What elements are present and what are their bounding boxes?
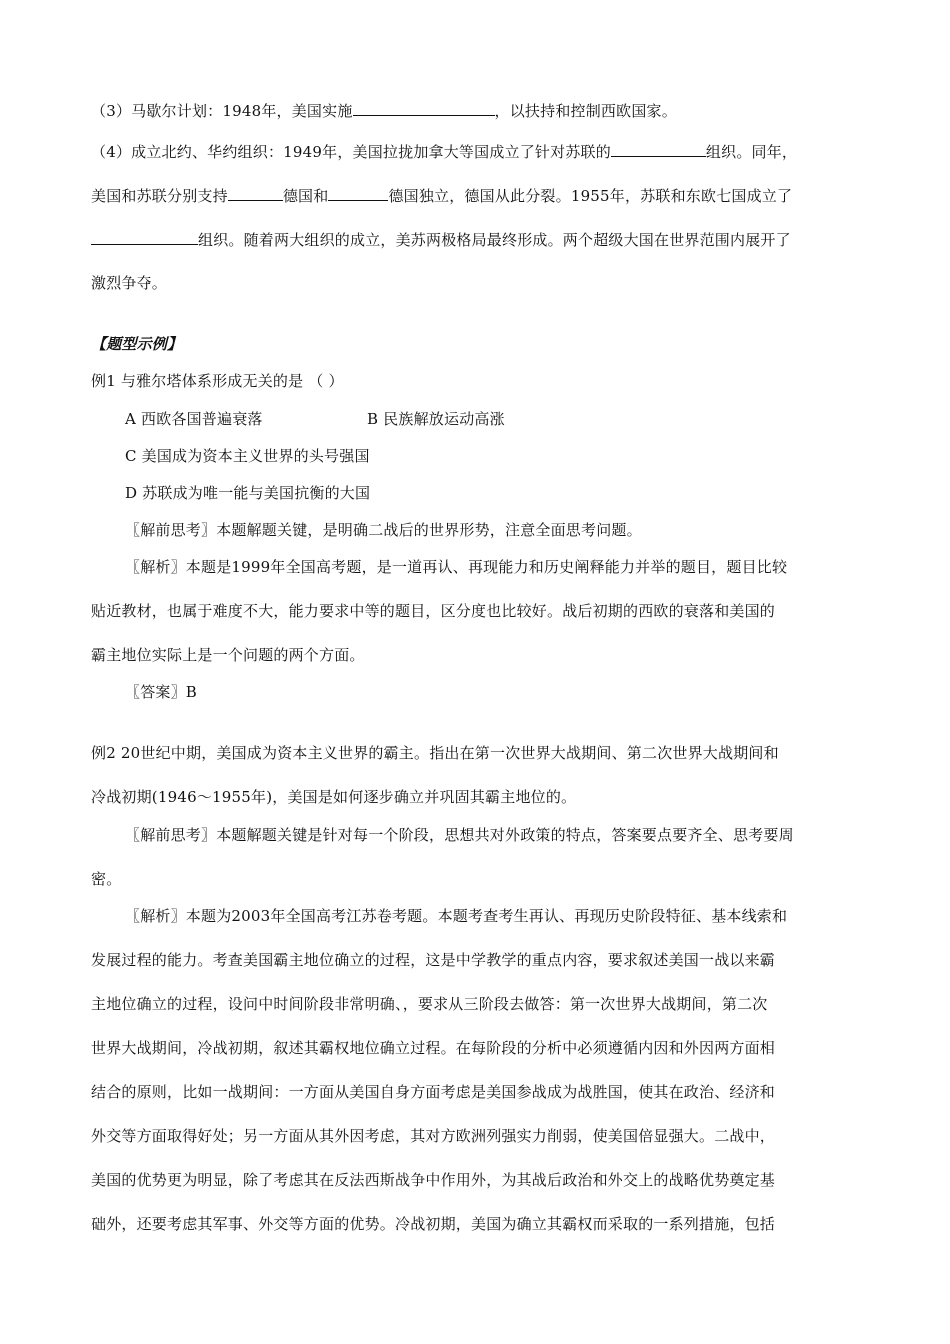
example1-analysis-line-2: 贴近教材，也属于难度不大，能力要求中等的题目，区分度也比较好。战后初期的西欧的衰落和美国的 <box>91 602 776 620</box>
fill-q4-line-1 <box>91 141 797 162</box>
q4-text-3: 美国和苏联分别支持 <box>91 187 228 205</box>
q4-text-2: 组织。同年， <box>705 143 798 161</box>
example2-analysis-line: 础外，还要考虑其军事、外交等方面的优势。冷战初期，美国为确立其霸权而采取的一系列措施，包括 <box>91 1215 776 1233</box>
example1-option-a: A 西欧各国普遍衰落 <box>125 410 263 428</box>
q3-text-before: （3）马歇尔计划：1948年，美国实施 <box>91 102 353 120</box>
q4-text-4: 德国和 <box>282 187 329 205</box>
example2-think-line-2: 密。 <box>91 870 122 888</box>
example1-think: 〖解前思考〗本题解题关键，是明确二战后的世界形势，注意全面思考问题。 <box>125 521 642 539</box>
example2-analysis-line: 美国的优势更为明显，除了考虑其在反法西斯战争中作用外，为其战后政治和外交上的战略优势奠定基 <box>91 1171 776 1189</box>
example2-question-line-2: 冷战初期(1946～1955年)，美国是如何逐步确立并巩固其霸主地位的。 <box>91 788 577 806</box>
q3-text-after: ，以扶持和控制西欧国家。 <box>494 102 677 120</box>
example1-option-c: C 美国成为资本主义世界的头号强国 <box>125 447 370 465</box>
fill-q4-line-4: 激烈争夺。 <box>91 274 168 292</box>
example1-option-b: B 民族解放运动高涨 <box>367 410 505 428</box>
q4-text-1: （4）成立北约、华约组织：1949年，美国拉拢加拿大等国成立了针对苏联的 <box>91 143 611 161</box>
example1-option-d: D 苏联成为唯一能与美国抗衡的大国 <box>125 484 371 502</box>
q4-text-5: 德国独立，德国从此分裂。1955年，苏联和东欧七国成立了 <box>388 187 793 205</box>
section-heading: 【题型示例】 <box>91 335 183 353</box>
q4-blank-nato <box>611 141 706 157</box>
q4-blank-warsaw <box>91 229 198 245</box>
q4-blank-germany-1 <box>228 185 283 201</box>
example1-analysis-line-1: 〖解析〗本题是1999年全国高考题，是一道再认、再现能力和历史阐释能力并举的题目，题目比较 <box>125 558 788 576</box>
fill-q4-line-3 <box>91 229 791 250</box>
example2-analysis-line: 发展过程的能力。考查美国霸主地位确立的过程，这是中学教学的重点内容，要求叙述美国一战以来霸 <box>91 951 776 969</box>
q4-blank-germany-2 <box>328 185 388 201</box>
q3-blank <box>353 100 495 116</box>
example2-analysis-line: 主地位确立的过程，设问中时间阶段非常明确、，要求从三阶段去做答：第一次世界大战期间，第二次 <box>91 995 768 1013</box>
example2-think-line-1: 〖解前思考〗本题解题关键是针对每一个阶段，思想共对外政策的特点，答案要点要齐全、思考要周 <box>125 826 794 844</box>
example1-analysis-line-3: 霸主地位实际上是一个问题的两个方面。 <box>91 646 365 664</box>
fill-q4-line-2 <box>91 185 792 206</box>
example2-analysis-line: 〖解析〗本题为2003年全国高考江苏卷考题。本题考查考生再认、再现历史阶段特征、基本线索和 <box>125 907 788 925</box>
example2-analysis-line: 结合的原则，比如一战期间：一方面从美国自身方面考虑是美国参战成为战胜国，使其在政治、经济和 <box>91 1083 776 1101</box>
example2-analysis-line: 世界大战期间，冷战初期，叙述其霸权地位确立过程。在每阶段的分析中必须遵循内因和外因两方面相 <box>91 1039 776 1057</box>
q4-text-6: 组织。随着两大组织的成立，美苏两极格局最终形成。两个超级大国在世界范围内展开了 <box>198 231 791 249</box>
example1-question: 例1 与雅尔塔体系形成无关的是 （ ） <box>91 372 344 390</box>
example1-answer: 〖答案〗B <box>125 683 198 701</box>
example2-analysis-line: 外交等方面取得好处；另一方面从其外因考虑，其对方欧洲列强实力削弱，使美国倍显强大。二战中， <box>91 1127 776 1145</box>
fill-q3-line <box>91 100 677 121</box>
example2-question-line-1: 例2 20世纪中期，美国成为资本主义世界的霸主。指出在第一次世界大战期间、第二次世界大战期间和 <box>91 744 779 762</box>
